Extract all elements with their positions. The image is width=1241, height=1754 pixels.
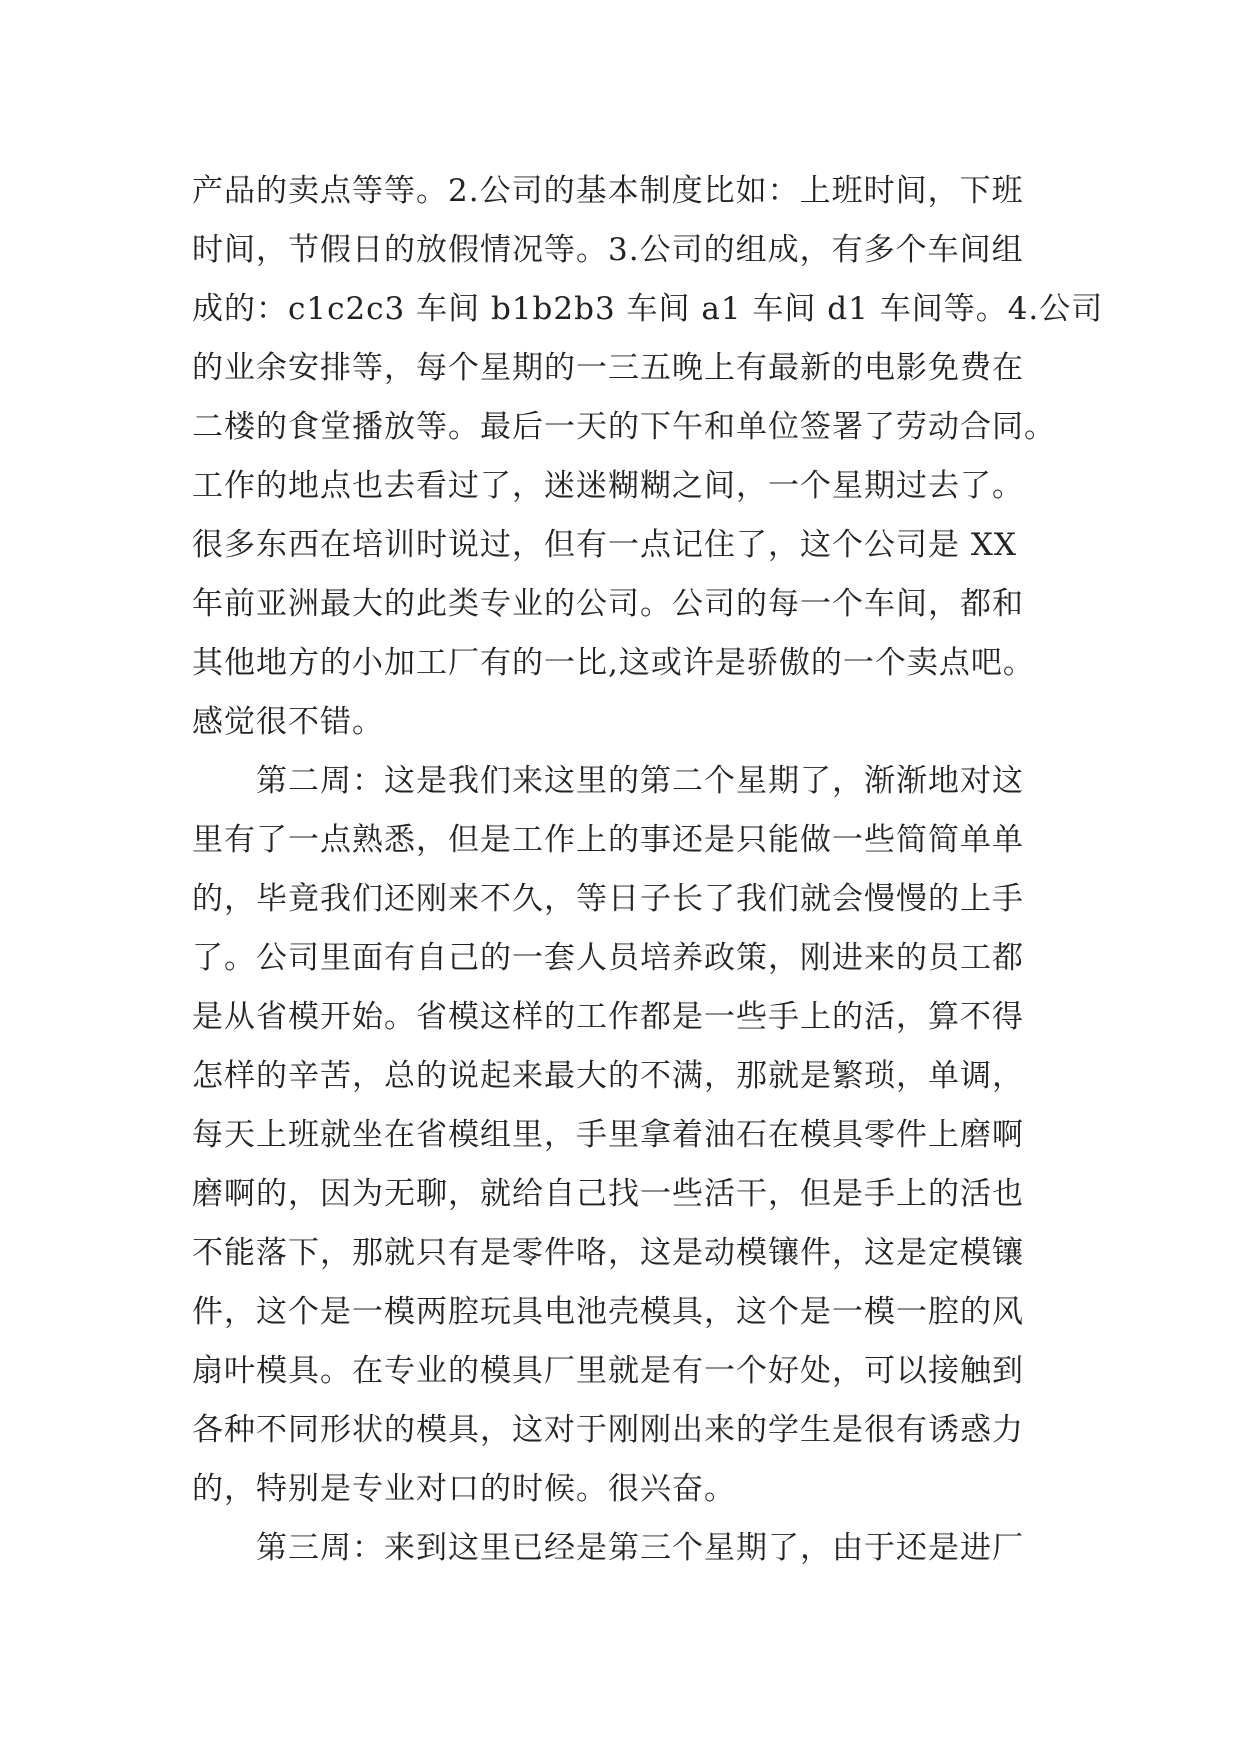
- text-line: 各种不同形状的模具，这对于刚刚出来的学生是很有诱惑力: [192, 1412, 1024, 1448]
- text-line: 的业余安排等，每个星期的一三五晚上有最新的电影免费在: [192, 350, 1024, 386]
- text-line: 是从省模开始。省模这样的工作都是一些手上的活，算不得: [192, 999, 1024, 1035]
- paragraph-start-line: 第三周：来到这里已经是第三个星期了，由于还是进厂: [256, 1530, 1024, 1566]
- text-line: 其他地方的小加工厂有的一比,这或许是骄傲的一个卖点吧。: [192, 645, 1035, 681]
- text-line: 感觉很不错。: [192, 704, 384, 740]
- document-body: [192, 162, 1104, 1578]
- text-line: 二楼的食堂播放等。最后一天的下午和单位签署了劳动合同。: [192, 409, 1056, 445]
- text-line: 成的：c1c2c3 车间 b1b2b3 车间 a1 车间 d1 车间等。4.公司: [192, 291, 1104, 327]
- text-line: 产品的卖点等等。2.公司的基本制度比如：上班时间，下班: [192, 173, 1024, 209]
- text-line: 扇叶模具。在专业的模具厂里就是有一个好处，可以接触到: [192, 1353, 1024, 1389]
- text-line: 里有了一点熟悉，但是工作上的事还是只能做一些简简单单: [192, 822, 1024, 858]
- text-line: 年前亚洲最大的此类专业的公司。公司的每一个车间，都和: [192, 586, 1024, 622]
- text-line: 件，这个是一模两腔玩具电池壳模具，这个是一模一腔的风: [192, 1294, 1024, 1330]
- text-line: 很多东西在培训时说过，但有一点记住了，这个公司是 XX: [192, 527, 1017, 563]
- text-line: 时间，节假日的放假情况等。3.公司的组成，有多个车间组: [192, 232, 1024, 268]
- text-line: 的，毕竟我们还刚来不久，等日子长了我们就会慢慢的上手: [192, 881, 1024, 917]
- text-line: 的，特别是专业对口的时候。很兴奋。: [192, 1471, 736, 1507]
- text-line: 每天上班就坐在省模组里，手里拿着油石在模具零件上磨啊: [192, 1117, 1024, 1153]
- paragraph-start-line: 第二周：这是我们来这里的第二个星期了，渐渐地对这: [256, 763, 1024, 799]
- text-line: 工作的地点也去看过了，迷迷糊糊之间，一个星期过去了。: [192, 468, 1024, 504]
- text-line: 磨啊的，因为无聊，就给自己找一些活干，但是手上的活也: [192, 1176, 1024, 1212]
- text-line: 不能落下，那就只有是零件咯，这是动模镶件，这是定模镶: [192, 1235, 1024, 1271]
- text-line: 怎样的辛苦，总的说起来最大的不满，那就是繁琐，单调，: [192, 1058, 1024, 1094]
- text-line: 了。公司里面有自己的一套人员培养政策，刚进来的员工都: [192, 940, 1024, 976]
